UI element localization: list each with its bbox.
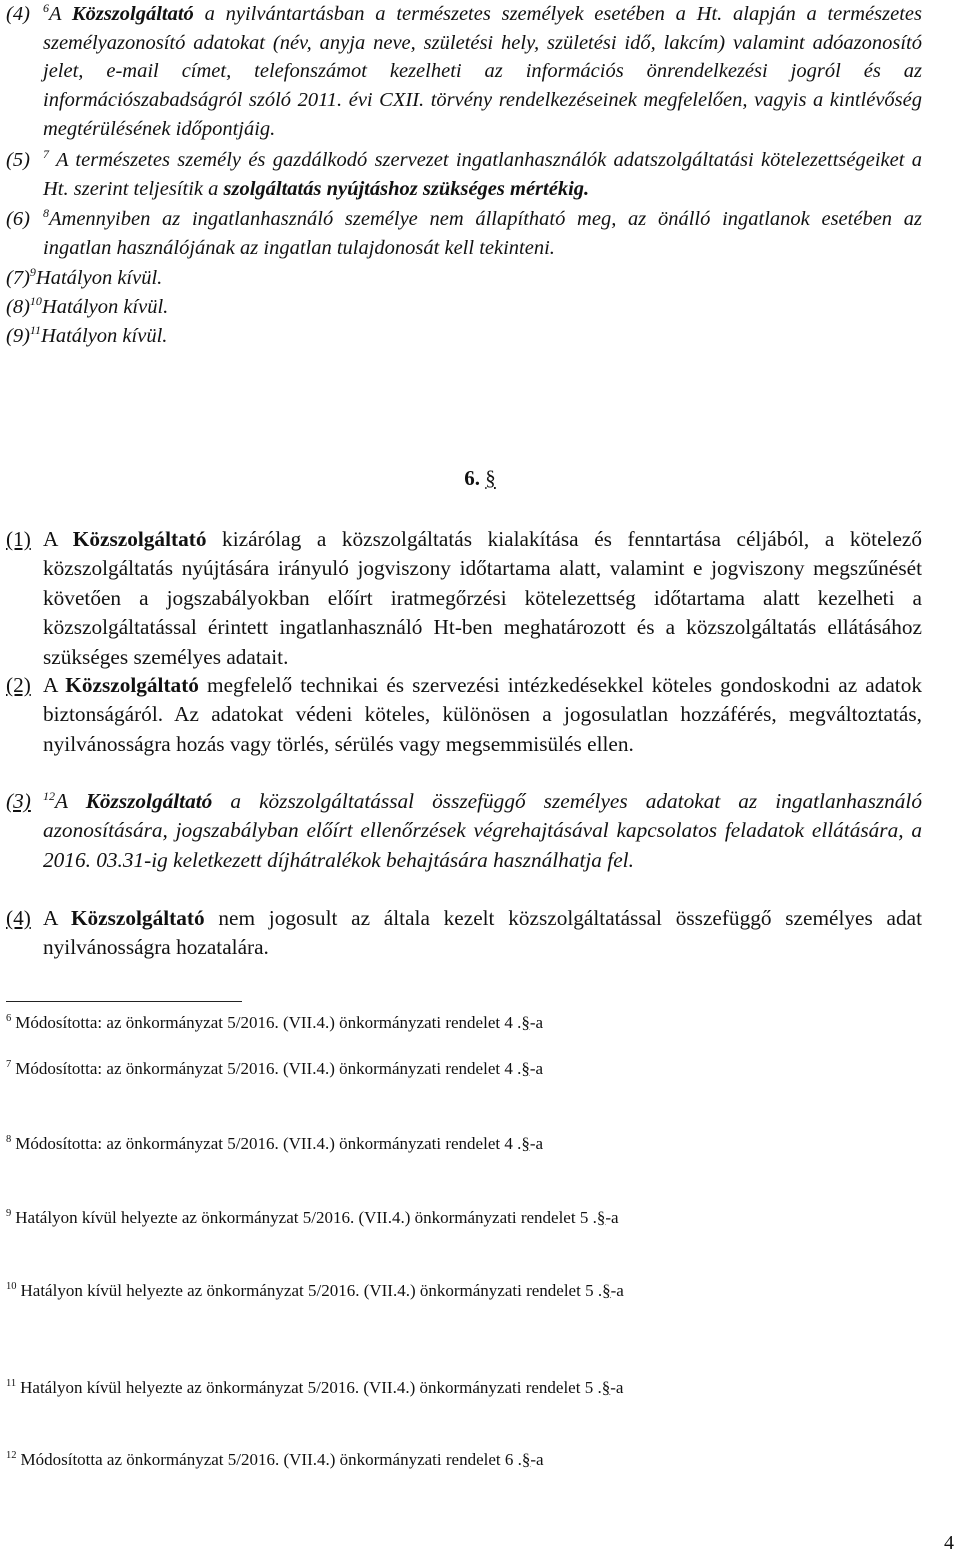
footnote-12: $^{12}$ Módosította az önkormányzat 5/2016. (VII.4.) önkormányzati rendelet 6 .§-a <box>6 1450 544 1469</box>
paragraph-number: (4) <box>6 906 31 930</box>
section-heading: 6. § <box>464 466 496 490</box>
footnote-ref: 12 <box>43 788 55 803</box>
section-paragraph-1 <box>6 525 922 672</box>
paragraph-body: $^6$A Közszolgáltató a nyilvántartásban a természetes személyek esetében a Ht. alapján a természetes személyazonosító adatokat (név, anyja neve, születési hely, születési idő, lakcím) valamint adóazonosító jelet, e-mail címet, telefonszámot kezelheti az információs önrendelkezési jogról és az információszabadságról szóló 2011. évi CXII. törvény rendelkezéseinek megfelelően, vagyis a kintlévőség megtérülésének időpontjáig. <box>43 1 922 140</box>
paragraph-body: $^8$Amennyiben az ingatlanhasználó személye nem állapítható meg, az önálló ingatlanok esetében az ingatlan használójának az ingatlan tulajdonosát kell tekinteni. <box>43 206 922 259</box>
paragraph-5-top <box>6 146 922 203</box>
paragraph-body: A Közszolgáltató megfelelő technikai és szervezési intézkedésekkel köteles gondoskodni az adatok biztonságáról. Az adatokat védeni köteles, különösen a jogosulatlan hozzáférés, megváltoztatás, nyilvánosságra hozás vagy törlés, sérülés vagy megsemmisülés ellen. <box>43 673 923 756</box>
footnote-9: $^9$ Hatályon kívül helyezte az önkormányzat 5/2016. (VII.4.) önkormányzati rendelet 5 .§-a <box>6 1208 619 1227</box>
paragraph-4-top <box>6 0 922 144</box>
footnote-ref: 11 <box>29 323 42 338</box>
paragraph-body: A Közszolgáltató kizárólag a közszolgáltatás kialakítása és fenntartása céljából, a kötelező közszolgáltatás nyújtására irányuló jogviszony időtartama alatt, valamint e jogviszony megszűnését követően a jogszabályokban előírt iratmegőrzési kötelezettség időtartama alatt kezelheti a közszolgáltatással érintett ingatlanhasználó Ht-ben meghatározott és a közszolgáltatás ellátásához szükséges személyes adatait. <box>43 527 922 669</box>
footnote-ref: 7 <box>43 147 49 162</box>
footnote-ref: 10 <box>29 294 42 309</box>
provider-term: Közszolgáltató <box>72 527 207 551</box>
section-paragraph-2 <box>6 671 922 759</box>
footnote-10: $^{10}$ Hatályon kívül helyezte az önkormányzat 5/2016. (VII.4.) önkormányzati rendelet 5 .§-a <box>6 1281 624 1300</box>
provider-term: Közszolgáltató <box>65 673 199 697</box>
footnote-separator <box>6 1001 242 1002</box>
section-paragraph-3 <box>6 787 922 875</box>
repealed-paragraph-8: $(8)^{10}Hatályon$ kívül. <box>6 294 169 318</box>
paragraph-6-top <box>6 205 922 262</box>
emphasis-text: szolgáltatás nyújtáshoz szükséges mértékig. <box>223 177 590 200</box>
paragraph-body: A Közszolgáltató nem jogosult az általa kezelt közszolgáltatással összefüggő személyes adat nyilvánosságra hozatalára. <box>43 906 922 960</box>
paragraph-number: (4) <box>6 3 30 25</box>
page-number: 4 <box>944 1532 954 1554</box>
footnote-8: $^8$ Módosította: az önkormányzat 5/2016. (VII.4.) önkormányzati rendelet 4 .§-a <box>6 1134 544 1153</box>
footnote-ref: 8 <box>43 206 49 221</box>
repealed-paragraph-9: $(9)^{11}Hatályon$ kívül. <box>6 323 168 347</box>
paragraph-number: (3) <box>6 789 31 813</box>
section-paragraph-4 <box>6 904 922 963</box>
footnote-11: $^{11}$ Hatályon kívül helyezte az önkormányzat 5/2016. (VII.4.) önkormányzati rendelet 5 .§-a <box>6 1378 624 1397</box>
footnote-ref: 9 <box>29 265 36 280</box>
provider-term: Közszolgáltató <box>85 789 213 813</box>
paragraph-number: (2) <box>6 673 31 697</box>
footnote-6: $^6$ Módosította: az önkormányzat 5/2016. (VII.4.) önkormányzati rendelet 4 .§-a <box>6 1013 544 1032</box>
paragraph-body: $^{12}$A Közszolgáltató a közszolgáltatással összefüggő személyes adatokat az ingatlanhasználó azonosítására, jogszabályban előírt ellenőrzések végrehajtásával kapcsolatos feladatok ellátására, a 2016. 03.31-ig keletkezett díjhátralékok behajtására használhatja fel. <box>43 788 923 872</box>
paragraph-body: $^7$ A természetes személy és gazdálkodó szervezet ingatlanhasználók adatszolgáltatási kötelezettségeiket a Ht. szerint teljesítik a szolgáltatás nyújtáshoz szükséges mértékig. <box>43 147 922 200</box>
paragraph-number: (6) <box>6 208 30 230</box>
footnote-7: $^7$ Módosította: az önkormányzat 5/2016. (VII.4.) önkormányzati rendelet 4 .§-a <box>6 1059 544 1078</box>
paragraph-number: (1) <box>6 527 31 551</box>
provider-term: Közszolgáltató <box>71 3 194 25</box>
paragraph-number: (5) <box>6 149 30 171</box>
provider-term: Közszolgáltató <box>70 906 205 930</box>
repealed-paragraph-7: $(7)^9Hatályon$ kívül. <box>6 265 163 289</box>
footnote-ref: 6 <box>43 1 49 16</box>
section-symbol: § <box>485 466 496 490</box>
